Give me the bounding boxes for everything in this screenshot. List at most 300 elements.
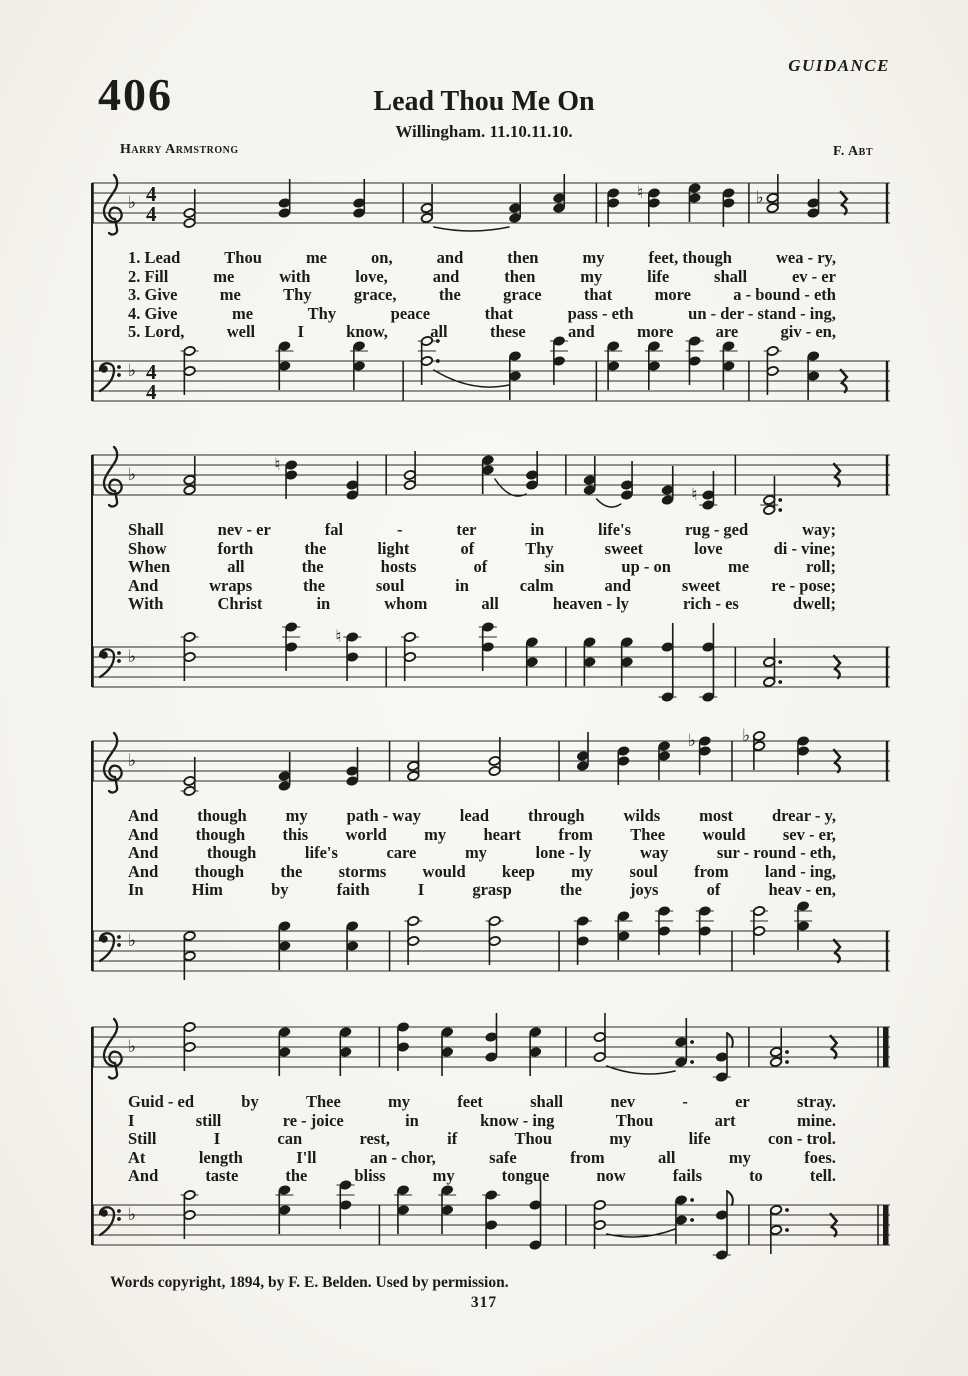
lyrics-block bbox=[88, 1092, 894, 1186]
lyric-token: Thy bbox=[307, 303, 337, 323]
notehead bbox=[607, 341, 620, 351]
tie bbox=[434, 227, 509, 231]
lyric-token: And bbox=[128, 824, 159, 844]
author-name: Harry Armstrong bbox=[120, 142, 239, 157]
notehead bbox=[593, 1220, 606, 1230]
lyric-token: rich - es bbox=[682, 594, 739, 614]
lyric-token: joys bbox=[630, 880, 659, 900]
lyric-token: path - way bbox=[346, 806, 421, 825]
notehead bbox=[183, 218, 196, 228]
lyric-token: 1. Lead bbox=[128, 248, 181, 267]
notehead bbox=[183, 776, 196, 786]
lyric-token: And bbox=[128, 806, 159, 825]
augmentation-dot bbox=[436, 359, 440, 363]
lyric-line bbox=[128, 881, 836, 900]
key-signature-flat: ♭ bbox=[128, 1205, 137, 1225]
notehead bbox=[593, 1052, 606, 1062]
lyric-token: though bbox=[206, 843, 257, 863]
bass-clef-icon bbox=[100, 363, 121, 391]
lyric-token: grace bbox=[503, 285, 542, 305]
notehead bbox=[797, 736, 810, 746]
key-signature-flat: ♭ bbox=[128, 193, 137, 213]
bass-clef-icon bbox=[100, 1207, 121, 1235]
key-signature-flat: ♭ bbox=[128, 751, 137, 771]
lyric-token: now bbox=[596, 1166, 626, 1186]
notehead bbox=[421, 203, 434, 213]
notehead bbox=[648, 361, 661, 371]
lyric-token: lead bbox=[459, 806, 490, 825]
augmentation-dot bbox=[690, 1040, 694, 1044]
lyric-token: lone - ly bbox=[535, 843, 592, 863]
lyric-line bbox=[128, 305, 836, 324]
treble-staff bbox=[88, 425, 894, 521]
lyric-token: Thee bbox=[630, 824, 666, 844]
notehead bbox=[526, 480, 539, 490]
lyric-token: I bbox=[128, 1110, 135, 1130]
notehead bbox=[278, 1027, 291, 1037]
lyric-token: 5. Lord, bbox=[128, 322, 185, 342]
lyric-token: Show bbox=[128, 538, 167, 558]
notehead bbox=[404, 652, 417, 662]
lyric-token: rug - ged bbox=[684, 520, 749, 539]
lyric-token: Thy bbox=[525, 538, 554, 558]
lyric-token: that bbox=[583, 285, 613, 305]
notehead bbox=[553, 203, 566, 213]
notehead bbox=[278, 781, 291, 791]
lyric-token: all bbox=[658, 1147, 676, 1167]
lyric-token: nev - er bbox=[217, 520, 271, 539]
lyric-token: sur - round - eth, bbox=[716, 843, 836, 863]
notehead bbox=[722, 361, 735, 371]
lyric-line bbox=[128, 826, 836, 845]
notehead bbox=[716, 1250, 729, 1260]
notehead bbox=[675, 1057, 688, 1067]
lyric-token: sweet bbox=[681, 575, 721, 595]
lyric-token: re - joice bbox=[282, 1110, 344, 1130]
notehead bbox=[529, 1027, 542, 1037]
lyric-token: my bbox=[388, 1092, 411, 1111]
notehead bbox=[593, 1032, 606, 1042]
lyric-token: are bbox=[715, 322, 739, 342]
notehead bbox=[183, 366, 196, 376]
lyric-token: in bbox=[530, 520, 545, 539]
notehead bbox=[658, 906, 671, 916]
augmentation-dot bbox=[785, 1050, 789, 1054]
lyric-token: the bbox=[285, 1166, 308, 1186]
key-signature-flat: ♭ bbox=[128, 647, 137, 667]
augmentation-dot bbox=[785, 1060, 789, 1064]
lyric-token: length bbox=[198, 1147, 243, 1167]
lyric-token: to bbox=[749, 1166, 763, 1186]
notehead bbox=[278, 361, 291, 371]
lyric-token: wilds bbox=[623, 806, 661, 825]
accidental: ♭ bbox=[687, 731, 696, 751]
lyric-line bbox=[128, 249, 836, 268]
lyric-line bbox=[128, 558, 836, 577]
accidental: ♭ bbox=[755, 188, 764, 208]
lyric-token: my bbox=[285, 806, 308, 825]
bass-clef-icon bbox=[100, 649, 121, 677]
notehead bbox=[278, 921, 291, 931]
lyric-token: When bbox=[128, 557, 171, 577]
hymn-title: Lead Thou Me On bbox=[373, 86, 595, 117]
lyric-token: though bbox=[197, 806, 247, 825]
notehead bbox=[278, 198, 291, 208]
notehead bbox=[278, 1185, 291, 1195]
lyric-token: And bbox=[128, 843, 159, 863]
notehead bbox=[607, 361, 620, 371]
lyric-line bbox=[128, 577, 836, 596]
music-system-2 bbox=[88, 425, 894, 713]
notehead bbox=[658, 751, 671, 761]
notehead bbox=[753, 906, 766, 916]
lyrics-block bbox=[88, 248, 894, 342]
notehead bbox=[661, 642, 674, 652]
augmentation-dot bbox=[690, 1198, 694, 1202]
notehead bbox=[553, 356, 566, 366]
notehead bbox=[807, 351, 820, 361]
lyric-line bbox=[128, 540, 836, 559]
notehead bbox=[577, 916, 590, 926]
lyric-token: Still bbox=[128, 1129, 157, 1149]
notehead bbox=[278, 941, 291, 951]
lyrics-block bbox=[88, 807, 894, 901]
lyric-token: of bbox=[473, 557, 488, 577]
treble-staff bbox=[88, 153, 894, 249]
final-thick-barline bbox=[883, 1027, 889, 1067]
final-thick-barline bbox=[883, 1205, 889, 1245]
lyric-token: stray. bbox=[797, 1092, 836, 1111]
lyric-token: un - der - stand - ing, bbox=[688, 303, 836, 323]
lyric-token: the bbox=[280, 861, 303, 881]
notehead bbox=[658, 926, 671, 936]
notehead bbox=[346, 921, 359, 931]
notehead bbox=[621, 480, 634, 490]
augmentation-dot bbox=[785, 1208, 789, 1212]
lyric-token: then bbox=[507, 248, 539, 267]
lyric-token: sweet bbox=[604, 538, 644, 558]
lyric-token: my bbox=[728, 1147, 751, 1167]
notehead bbox=[577, 751, 590, 761]
lyric-token: my bbox=[571, 861, 594, 881]
lyric-token: me bbox=[305, 248, 328, 267]
notehead bbox=[529, 1200, 542, 1210]
treble-clef-icon bbox=[104, 733, 122, 780]
notehead bbox=[353, 341, 366, 351]
notehead bbox=[397, 1185, 410, 1195]
lyric-token: of bbox=[460, 538, 475, 558]
notehead bbox=[404, 470, 417, 480]
notehead bbox=[397, 1042, 410, 1052]
lyric-token: Him bbox=[191, 880, 223, 900]
notehead bbox=[488, 766, 501, 776]
notehead bbox=[183, 951, 196, 961]
bass-clef-icon bbox=[100, 933, 121, 961]
notehead bbox=[763, 657, 776, 667]
lyric-token: in bbox=[405, 1110, 419, 1130]
lyric-token: life's bbox=[598, 520, 632, 539]
tie bbox=[434, 370, 509, 387]
lyric-token: drear - y, bbox=[771, 806, 836, 825]
lyric-token: faith bbox=[336, 880, 370, 900]
notehead bbox=[699, 736, 712, 746]
lyric-token: know, bbox=[346, 322, 388, 342]
notehead bbox=[441, 1185, 454, 1195]
lyric-token: safe bbox=[489, 1147, 517, 1167]
lyric-token: pass - eth bbox=[567, 303, 634, 323]
augmentation-dot bbox=[778, 498, 782, 502]
lyric-token: with bbox=[279, 266, 311, 286]
section-category-label: GUIDANCE bbox=[788, 56, 890, 75]
tune-and-meter: Willingham. 11.10.11.10. bbox=[395, 122, 573, 141]
notehead bbox=[482, 622, 495, 632]
lyric-line bbox=[128, 1167, 836, 1186]
bass-staff bbox=[88, 901, 894, 997]
notehead bbox=[617, 756, 630, 766]
notehead bbox=[346, 941, 359, 951]
treble-clef-icon bbox=[104, 175, 122, 222]
lyric-token: me bbox=[232, 303, 254, 323]
lyric-token: shall bbox=[530, 1092, 564, 1111]
lyric-token: all bbox=[430, 322, 448, 342]
lyric-token: soul bbox=[629, 861, 658, 881]
lyric-token: these bbox=[489, 322, 526, 342]
notehead bbox=[183, 1022, 196, 1032]
notehead bbox=[339, 1027, 352, 1037]
notehead bbox=[529, 1047, 542, 1057]
lyric-token: Thee bbox=[305, 1092, 341, 1111]
notehead bbox=[526, 657, 539, 667]
notehead bbox=[482, 455, 495, 465]
notehead bbox=[404, 632, 417, 642]
lyric-token: keep bbox=[501, 861, 535, 881]
notehead bbox=[482, 465, 495, 475]
notehead bbox=[617, 931, 630, 941]
lyric-line bbox=[128, 521, 836, 540]
lyric-token: - bbox=[396, 520, 403, 539]
notehead bbox=[583, 637, 596, 647]
notehead bbox=[661, 495, 674, 505]
lyric-token: hosts bbox=[380, 557, 417, 577]
lyric-token: then bbox=[504, 266, 536, 286]
lyric-token: I bbox=[213, 1129, 221, 1149]
lyric-token: And bbox=[128, 861, 159, 881]
music-system-4 bbox=[88, 997, 894, 1271]
notehead bbox=[278, 771, 291, 781]
lyric-token: the bbox=[303, 575, 326, 595]
lyric-token: can bbox=[277, 1129, 303, 1149]
treble-clef-icon bbox=[104, 447, 122, 494]
notehead bbox=[648, 188, 661, 198]
lyric-token: peace bbox=[390, 303, 431, 323]
key-signature-flat: ♭ bbox=[128, 465, 137, 485]
notehead bbox=[183, 652, 196, 662]
notehead bbox=[339, 1047, 352, 1057]
lyric-token: tongue bbox=[501, 1166, 550, 1186]
lyric-line bbox=[128, 844, 836, 863]
notehead bbox=[621, 490, 634, 500]
time-signature-top: 4 bbox=[146, 182, 157, 206]
notehead bbox=[346, 776, 359, 786]
notehead bbox=[553, 193, 566, 203]
lyric-token: if bbox=[447, 1129, 458, 1149]
notehead bbox=[716, 1052, 729, 1062]
lyric-token: a - bound - eth bbox=[733, 285, 836, 305]
lyric-token: storms bbox=[338, 861, 387, 881]
lyric-line bbox=[128, 1130, 836, 1149]
notehead bbox=[488, 916, 501, 926]
notehead bbox=[675, 1215, 688, 1225]
notehead bbox=[353, 361, 366, 371]
lyric-token: Thou bbox=[514, 1129, 553, 1149]
notehead bbox=[753, 741, 766, 751]
notehead bbox=[346, 480, 359, 490]
lyric-token: my bbox=[609, 1129, 632, 1149]
notehead bbox=[661, 692, 674, 702]
notehead bbox=[766, 346, 779, 356]
lyric-token: and bbox=[604, 575, 632, 595]
notehead bbox=[404, 480, 417, 490]
lyric-token: love, bbox=[355, 266, 388, 286]
lyric-token: wea - ry, bbox=[775, 248, 836, 267]
lyric-token: from bbox=[570, 1147, 605, 1167]
augmentation-dot bbox=[690, 1060, 694, 1064]
notehead bbox=[421, 213, 434, 223]
notehead bbox=[183, 931, 196, 941]
notehead bbox=[529, 1240, 542, 1250]
notehead bbox=[648, 341, 661, 351]
treble-staff bbox=[88, 997, 894, 1093]
music-system-3 bbox=[88, 711, 894, 997]
augmentation-dot bbox=[778, 680, 782, 684]
lyric-token: and bbox=[568, 322, 595, 342]
notehead bbox=[346, 652, 359, 662]
notehead bbox=[702, 692, 715, 702]
notehead bbox=[397, 1022, 410, 1032]
lyric-token: know - ing bbox=[480, 1110, 555, 1130]
copyright-notice: Words copyright, 1894, by F. E. Belden. Used by permission. bbox=[110, 1274, 509, 1291]
lyric-token: life bbox=[647, 266, 670, 286]
lyric-token: way bbox=[639, 843, 669, 863]
accidental: ♮ bbox=[636, 183, 644, 203]
lyric-line bbox=[128, 1149, 836, 1168]
lyric-token: feet, though bbox=[648, 248, 732, 267]
notehead bbox=[346, 632, 359, 642]
notehead bbox=[485, 1052, 498, 1062]
lyric-token: fal bbox=[324, 520, 344, 539]
lyric-token: would bbox=[422, 861, 466, 881]
lyric-token: rest, bbox=[359, 1129, 390, 1149]
notehead bbox=[621, 637, 634, 647]
notehead bbox=[183, 1190, 196, 1200]
bass-staff bbox=[88, 1175, 894, 1271]
lyric-token: the bbox=[301, 557, 324, 577]
lyric-token: re - pose; bbox=[771, 575, 836, 595]
lyric-token: wraps bbox=[209, 575, 253, 595]
lyric-token: my bbox=[464, 843, 487, 863]
lyric-token: foes. bbox=[804, 1147, 836, 1167]
lyric-token: care bbox=[386, 843, 417, 863]
lyric-token: whom bbox=[384, 594, 428, 614]
lyric-token: I'll bbox=[296, 1147, 317, 1167]
lyric-line bbox=[128, 1093, 836, 1112]
notehead bbox=[577, 761, 590, 771]
notehead bbox=[722, 188, 735, 198]
lyric-line bbox=[128, 595, 836, 614]
lyric-token: con - trol. bbox=[767, 1129, 836, 1149]
notehead bbox=[702, 490, 715, 500]
lyric-token: feet bbox=[457, 1092, 483, 1111]
lyric-token: tell. bbox=[809, 1166, 836, 1186]
lyric-token: nev bbox=[610, 1092, 636, 1111]
lyric-token: way; bbox=[802, 520, 836, 539]
tie bbox=[607, 1229, 675, 1237]
notehead bbox=[183, 1042, 196, 1052]
notehead bbox=[770, 1047, 783, 1057]
lyric-token: in bbox=[455, 575, 469, 595]
page-number: 317 bbox=[470, 1294, 498, 1311]
lyric-token: ter bbox=[456, 520, 477, 539]
lyric-token: in bbox=[316, 594, 331, 614]
lyric-token: all bbox=[227, 557, 245, 577]
notehead bbox=[482, 642, 495, 652]
notehead bbox=[716, 1072, 729, 1082]
lyric-token: sev - er, bbox=[782, 824, 836, 844]
lyric-token: more bbox=[636, 322, 674, 342]
time-signature-top: 4 bbox=[146, 360, 157, 384]
key-signature-flat: ♭ bbox=[128, 361, 137, 381]
notehead bbox=[485, 1032, 498, 1042]
notehead bbox=[526, 470, 539, 480]
notehead bbox=[509, 351, 522, 361]
notehead bbox=[509, 203, 522, 213]
time-signature-bottom: 4 bbox=[146, 202, 157, 226]
notehead bbox=[753, 731, 766, 741]
notehead bbox=[407, 771, 420, 781]
notehead bbox=[509, 371, 522, 381]
notehead bbox=[583, 657, 596, 667]
lyric-token: ev - er bbox=[791, 266, 836, 286]
lyric-token: though bbox=[194, 861, 245, 881]
notehead bbox=[339, 1200, 352, 1210]
notehead bbox=[285, 642, 298, 652]
lyric-token: 3. Give bbox=[128, 285, 178, 305]
lyric-token: love bbox=[694, 538, 723, 558]
notehead bbox=[753, 926, 766, 936]
lyric-token: the bbox=[304, 538, 327, 558]
notehead bbox=[763, 505, 776, 515]
lyric-token: land - ing, bbox=[764, 861, 836, 881]
notehead bbox=[285, 460, 298, 470]
lyric-token: dwell; bbox=[792, 594, 836, 614]
notehead bbox=[699, 906, 712, 916]
lyric-token: most bbox=[699, 806, 734, 825]
bass-staff bbox=[88, 617, 894, 713]
notehead bbox=[763, 677, 776, 687]
lyric-token: Thy bbox=[283, 285, 312, 305]
notehead bbox=[183, 208, 196, 218]
lyric-token: my bbox=[424, 824, 447, 844]
notehead bbox=[278, 208, 291, 218]
notehead bbox=[766, 203, 779, 213]
notehead bbox=[716, 1210, 729, 1220]
notehead bbox=[183, 1210, 196, 1220]
lyric-line bbox=[128, 863, 836, 882]
notehead bbox=[593, 1200, 606, 1210]
tie bbox=[495, 479, 526, 496]
notehead bbox=[346, 490, 359, 500]
lyric-token: through bbox=[528, 806, 585, 825]
